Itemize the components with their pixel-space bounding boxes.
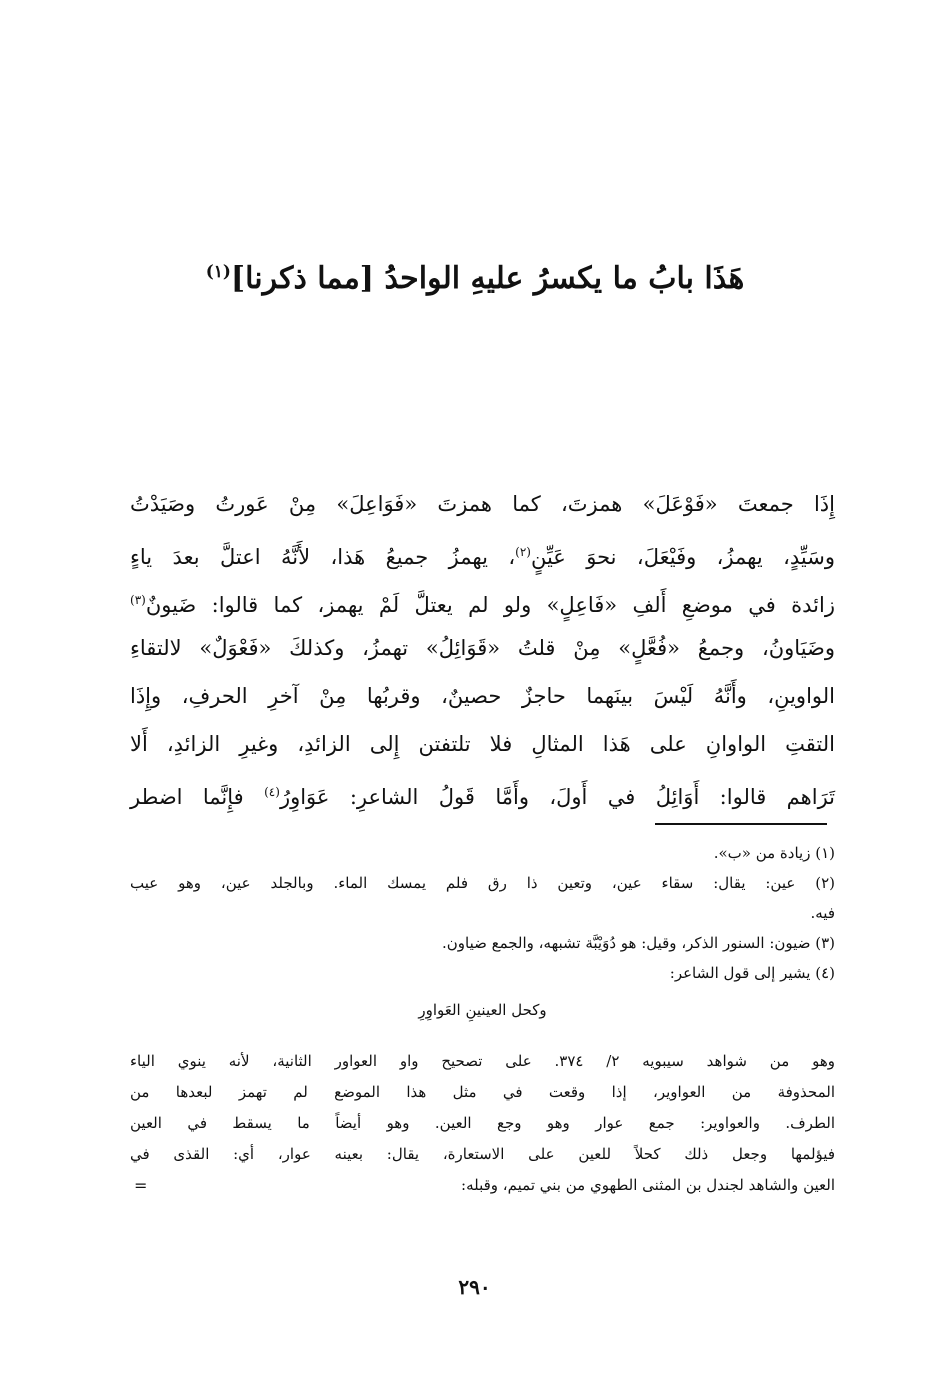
text-line-6: [130, 720, 835, 768]
footnote-verse: وكحل العينينِ العَواوِرِ: [418, 1001, 547, 1019]
text-line-7-content: تَرَاهم قالوا: أَوَائِلُ في أَولَ، وأَمَّا قَولُ الشاعرِ: عَوَاوِرُ: [279, 785, 835, 809]
chapter-title-text: هَذَا بابُ ما يكسرُ عليهِ الواحدُ [مما ذكرنا]: [230, 261, 745, 296]
footnote-2-line-2: فيه.: [810, 904, 835, 922]
main-text: [130, 480, 835, 816]
footnote-ref-3: (٣): [130, 593, 146, 607]
text-line-1-content: إِذَا جمعتَ «فَوْعَلَ» همزتَ، كما همزتَ «فَوَاعِلَ» مِنْ عَورتُ وصَيَدْتُ: [130, 492, 835, 516]
text-line-5: [130, 672, 835, 720]
text-line-7: [130, 768, 835, 816]
footnote-ref-2: (٢): [515, 545, 531, 559]
chapter-title: [120, 248, 830, 303]
page-number: ٢٩٠: [458, 1275, 491, 1299]
commentary-line-4: فيؤلمها وجعل ذلك كحلاً للعين على الاستعارة، يقال: بعينه عوار، أي: القذى في: [130, 1145, 835, 1163]
footnote-1: (١) زيادة من «ب».: [713, 844, 835, 862]
commentary-line-2: المحذوفة من العواوير، إذا وقعت في مثل هذا الموضع لم تهمز لبعدها من: [130, 1083, 835, 1101]
text-line-2: [130, 528, 835, 576]
text-line-2-content: وسَيِّدٍ، يهمزُ، وفَيْعَلَ، نحوَ عَيِّنٍ: [530, 545, 835, 569]
footnote-2-line-1: (٢) عين: يقال: سقاء عين، وتعين ذا رق فلم يمسك الماء. وبالجلد عين، وهو عيب: [130, 874, 835, 892]
text-line-3: [130, 576, 835, 624]
footnote-ref-4: (٤): [264, 785, 280, 799]
commentary-line-5: [130, 1170, 835, 1201]
commentary-line-3: الطرف. والعواوير: جمع عوار وهو وجع العين. وهو أيضاً ما يسقط في العين: [130, 1114, 835, 1132]
commentary-line-1: وهو من شواهد سيبويه ٢/ ٣٧٤. على تصحيح واو العواور الثانية، لأنه ينوي الياء: [130, 1052, 835, 1070]
footnote-divider: [655, 823, 827, 825]
text-line-1: [130, 480, 835, 528]
footnote-4: (٤) يشير إلى قول الشاعر:: [669, 964, 835, 982]
footnote-4-commentary: [130, 1046, 835, 1201]
footnotes-section: [130, 838, 835, 1201]
title-footnote-ref: (١): [205, 262, 231, 282]
footnote-3: (٣) ضيون: السنور الذكر، وقيل: هو دُوَيْبَّة تشبهه، والجمع ضياون.: [441, 934, 835, 952]
continuation-mark: =: [134, 1176, 148, 1195]
text-line-3-content: زائدة في موضعِ أَلفِ «فَاعِلٍ» ولو لم يعتلَّ لَمْ يهمز، كما قالوا: ضَيونٌ: [145, 593, 835, 617]
text-line-6-content: التقتِ الواوانِ على هَذا المثالِ فلا تلتفتن إِلى الزائدِ، وغيرِ الزائدِ، أَلا: [130, 732, 835, 756]
text-line-7-tail: فإِنَّما اضطر: [130, 785, 265, 809]
text-line-5-content: الواوينِ، وأَنَّهُ لَيْسَ بينَهما حاجزٌ حصينٌ، وقربُها مِنْ آخرِ الحرفِ، وإِذَا: [130, 684, 835, 708]
commentary-line-5-text: العين والشاهد لجندل بن المثنى الطهوي من بني تميم، وقبله:: [461, 1176, 835, 1194]
text-line-2-tail: ، يهمزُ جميعُ هَذا، لأَنَّهُ اعتلَّ بعدَ ياءٍ: [130, 545, 516, 569]
text-line-4-content: وضَيَاونُ، وجمعُ «فُعَّلٍ» مِنْ قلتُ «قَوَائِلُ» تهمزُ، وكذلكَ «فَعْوَلٌ» لالتقاءِ: [130, 636, 835, 660]
text-line-4: [130, 624, 835, 672]
